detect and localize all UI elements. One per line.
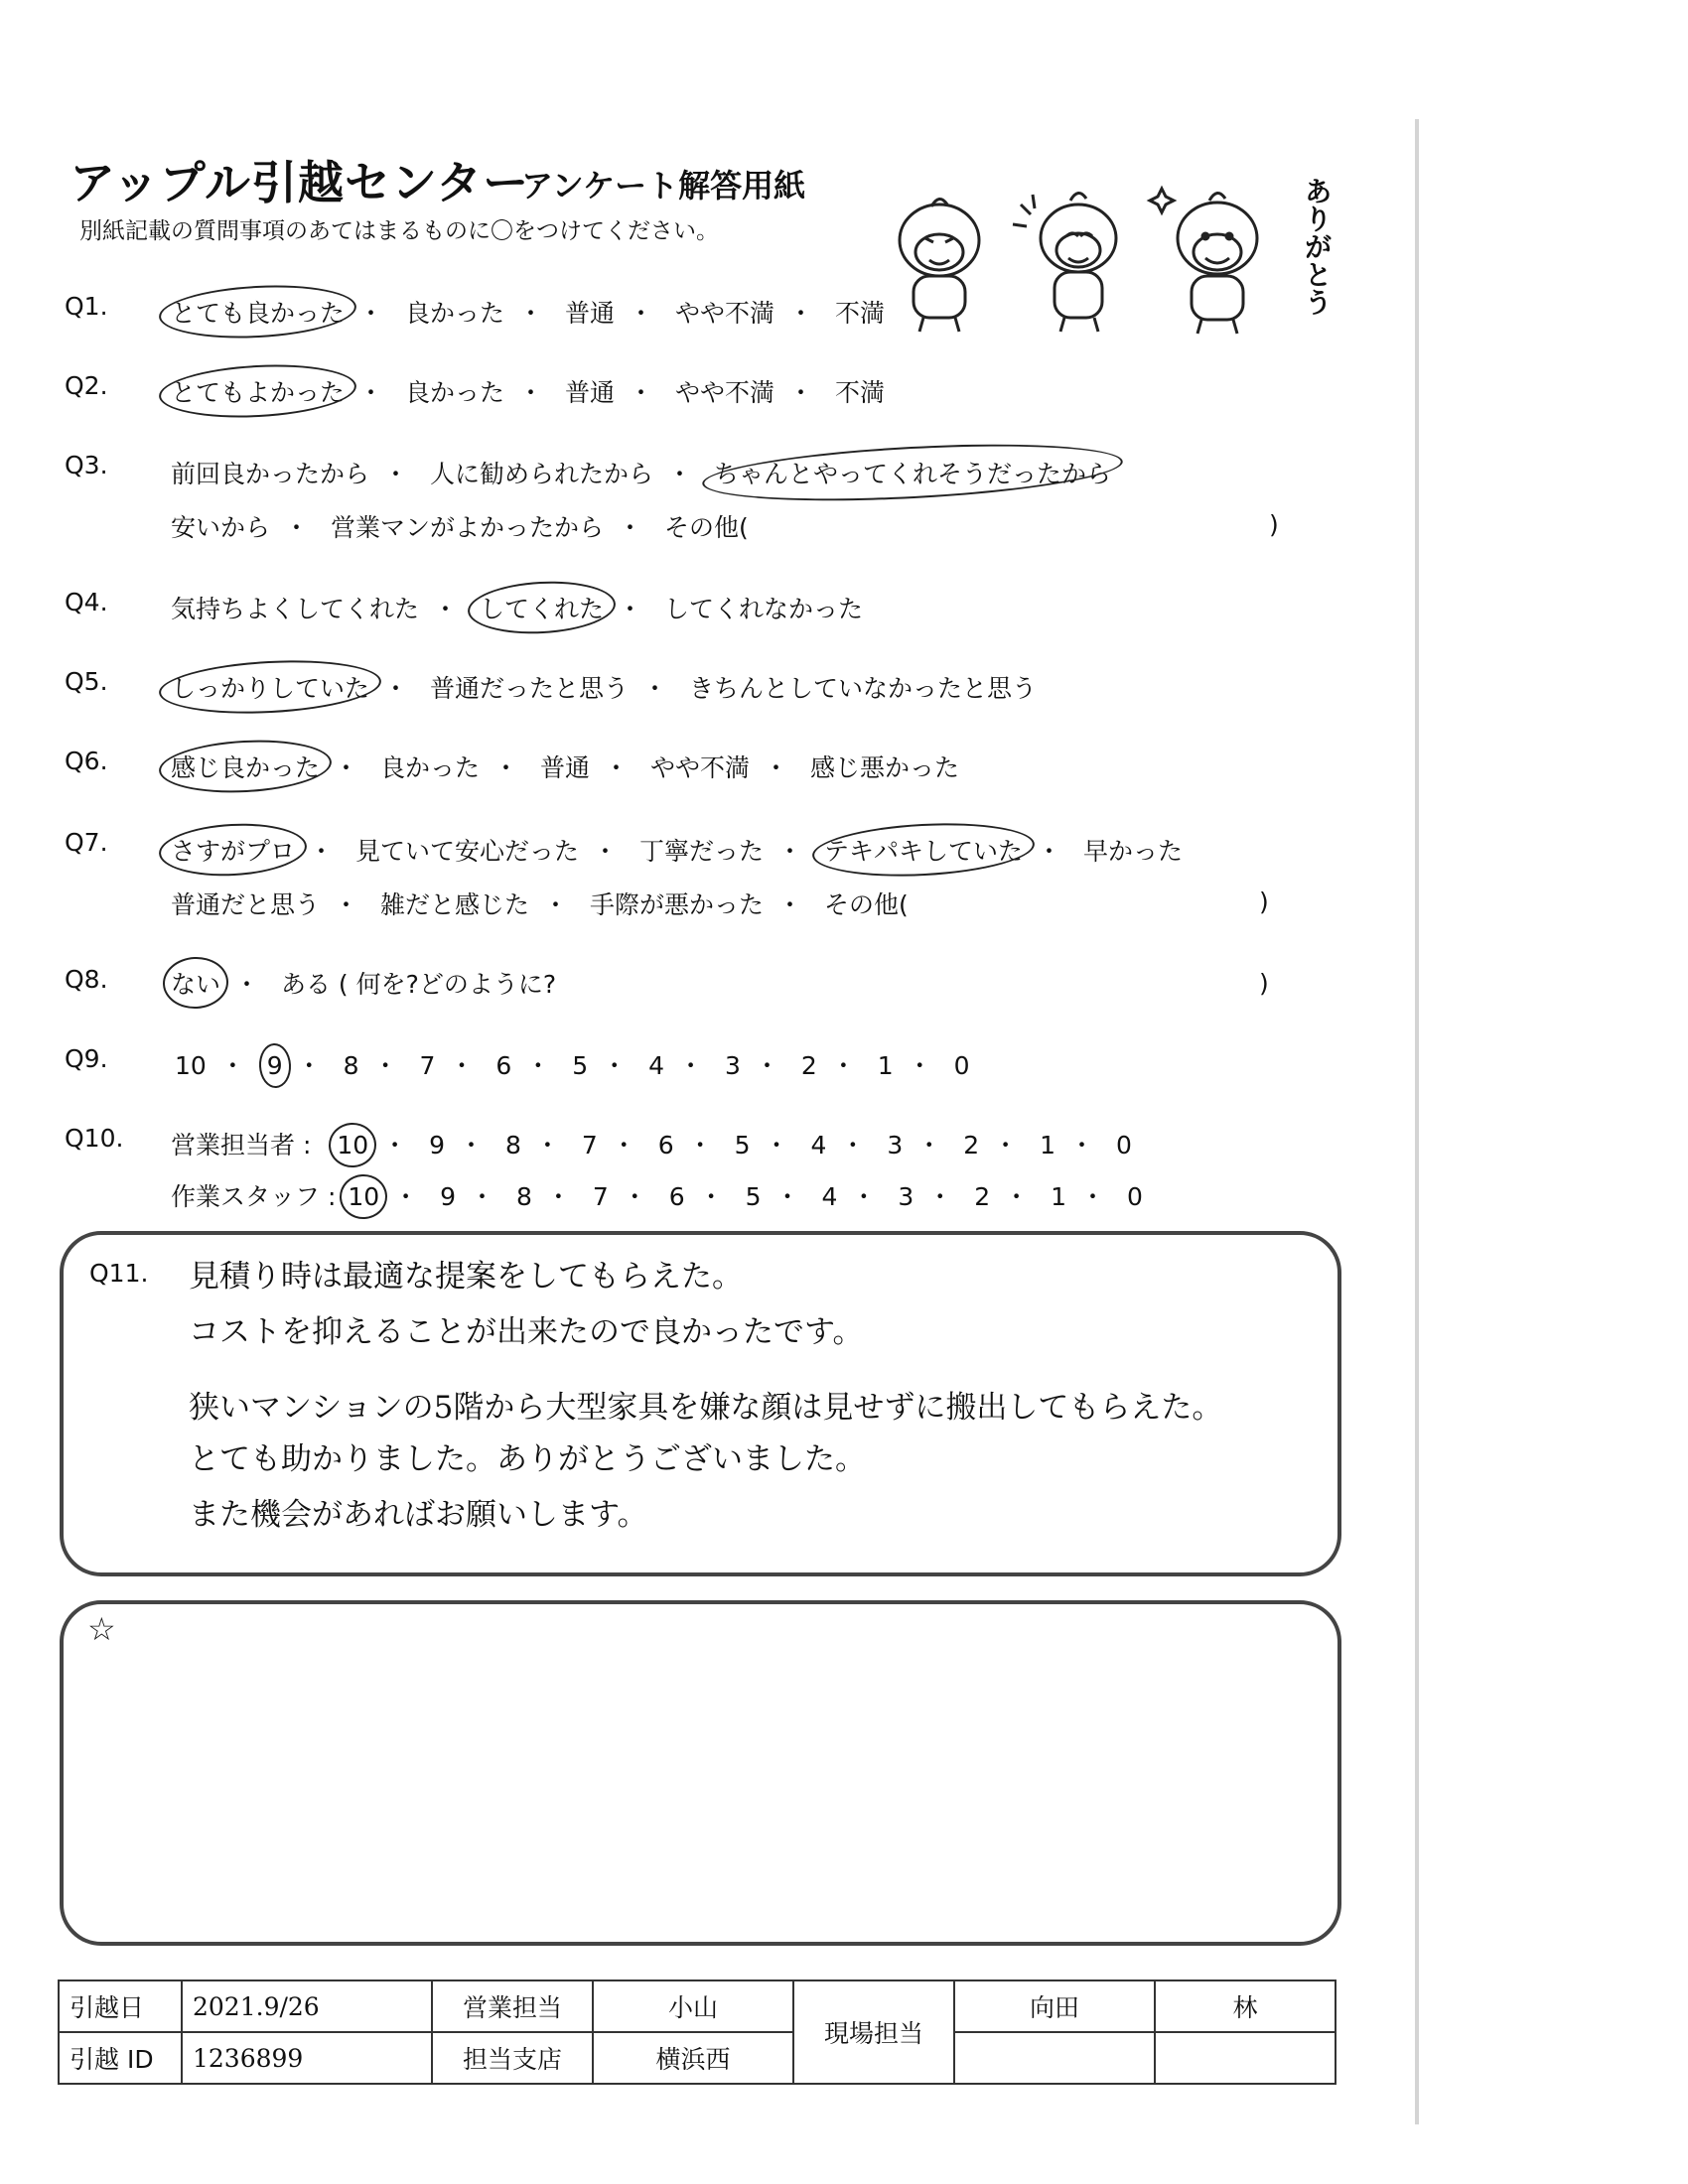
q3-options-line2: 安いから ・ 営業マンがよかったから ・ その他( [171, 513, 749, 542]
q11-handwritten-line: また機会があればお願いします。 [189, 1497, 648, 1533]
q4-option[interactable]: 気持ちよくしてくれた [171, 595, 420, 623]
site-staff-1[interactable]: 向田 [954, 1980, 1155, 2032]
q10-sales-score[interactable]: 0 [1115, 1131, 1132, 1160]
q2-label: Q2. [65, 371, 108, 400]
sales-label: 営業担当 [432, 1980, 593, 2032]
q10-staff-score[interactable]: 7 [592, 1182, 609, 1211]
thanks-caption: ありがとう [1300, 177, 1334, 316]
q2-option[interactable]: 良かった [404, 378, 504, 407]
q2-option[interactable]: 普通 [564, 378, 615, 407]
q11-handwritten-line: とても助かりました。ありがとうございました。 [189, 1441, 866, 1477]
q10-staff-score[interactable]: 1 [1051, 1182, 1067, 1211]
move-id-label: 引越 ID [59, 2032, 182, 2084]
q10-staff-score-circled[interactable]: 10 [348, 1182, 380, 1211]
company-name: アップル引越センター [70, 156, 530, 209]
q10-sales-score[interactable]: 5 [734, 1131, 751, 1160]
q8-label: Q8. [65, 965, 108, 994]
q1-option[interactable]: 普通 [564, 299, 615, 328]
q10-sales-score-circled[interactable]: 10 [337, 1131, 369, 1160]
q8-option[interactable]: ある ( 何を?どのように? [280, 970, 557, 999]
q2-option-circled[interactable]: とてもよかった [171, 373, 345, 409]
q7-options-line2: 普通だと思う ・ 雑だと感じた ・ 手際が悪かった ・ その他( [171, 890, 909, 919]
q7-option[interactable]: 見ていて安心だった [354, 837, 579, 866]
q3-option-circled[interactable]: ちゃんとやってくれそうだったから [714, 455, 1111, 490]
q4-options: 気持ちよくしてくれた ・ してくれた ・ してくれなかった [171, 590, 863, 625]
q10-sales-score[interactable]: 7 [581, 1131, 598, 1160]
q7-option[interactable]: その他( [823, 890, 909, 919]
q10-staff-score[interactable]: 4 [821, 1182, 838, 1211]
q7-option[interactable]: 普通だと思う [171, 890, 321, 919]
q10-staff-row: 作業スタッフ : 10 ・ 9 ・ 8 ・ 7 ・ 6 ・ 5 ・ 4 ・ 3 ・ 2 ・ 1 ・ 0 [171, 1182, 1143, 1211]
footer-info-table [58, 1979, 1336, 2085]
q1-option[interactable]: 不満 [834, 299, 885, 328]
instruction-text: 別紙記載の質問事項のあてはまるものに〇をつけてください。 [79, 218, 719, 244]
q7-close-paren: ) [1259, 887, 1269, 916]
q10-sales-row: 営業担当者 : 10 ・ 9 ・ 8 ・ 7 ・ 6 ・ 5 ・ 4 ・ 3 ・ 2 ・ 1 ・ 0 [171, 1131, 1132, 1160]
q7-option-circled[interactable]: さすがプロ [171, 832, 295, 868]
star-icon: ☆ [87, 1610, 116, 1648]
q3-options-line1: 前回良かったから ・ 人に勧められたから ・ ちゃんとやってくれそうだったから [171, 455, 1111, 490]
q10-sales-score[interactable]: 4 [810, 1131, 827, 1160]
q10-sales-score[interactable]: 2 [963, 1131, 980, 1160]
q5-option[interactable]: 普通だったと思う [429, 674, 629, 703]
q1-option-circled[interactable]: とても良かった [171, 294, 345, 330]
branch-value[interactable]: 横浜西 [593, 2032, 793, 2084]
q9-score[interactable]: 4 [648, 1051, 665, 1080]
q2-option[interactable]: 不満 [834, 378, 885, 407]
q9-score[interactable]: 8 [343, 1051, 359, 1080]
q10-sales-score[interactable]: 1 [1040, 1131, 1056, 1160]
q10-label: Q10. [65, 1124, 124, 1153]
q8-close-paren: ) [1259, 969, 1269, 998]
q11-handwritten-line: 狭いマンションの5階から大型家具を嫌な顔は見せずに搬出してもらえた。 [189, 1390, 1223, 1426]
q9-score[interactable]: 6 [495, 1051, 512, 1080]
q5-option[interactable]: きちんとしていなかったと思う [688, 674, 1037, 703]
q7-option[interactable]: 丁寧だった [638, 837, 764, 866]
move-date-value[interactable]: 2021.9/26 [182, 1980, 432, 2032]
q3-option[interactable]: 営業マンがよかったから [330, 513, 604, 542]
q7-option-circled[interactable]: テキパキしていた [824, 832, 1023, 868]
q6-options: 感じ良かった ・ 良かった ・ 普通 ・ やや不満 ・ 感じ悪かった [171, 749, 959, 784]
q9-score-circled[interactable]: 9 [266, 1051, 283, 1080]
q6-option[interactable]: やや不満 [649, 753, 750, 782]
sales-value[interactable]: 小山 [593, 1980, 793, 2032]
q6-option[interactable]: 良かった [379, 753, 480, 782]
monkey-mascots-icon [874, 169, 1334, 338]
q10-sales-score[interactable]: 8 [504, 1131, 521, 1160]
branch-label: 担当支店 [432, 2032, 593, 2084]
q10-sales-score[interactable]: 9 [429, 1131, 446, 1160]
site-staff-empty-2[interactable] [1155, 2032, 1336, 2084]
q7-option[interactable]: 雑だと感じた [379, 890, 529, 919]
q11-label: Q11. [89, 1259, 149, 1288]
q11-handwritten-line: 見積り時は最適な提案をしてもらえた。 [189, 1259, 743, 1295]
move-id-value[interactable]: 1236899 [182, 2032, 432, 2084]
q6-option[interactable]: 普通 [539, 753, 590, 782]
q9-score[interactable]: 0 [953, 1051, 970, 1080]
q1-option[interactable]: やや不満 [674, 299, 774, 328]
q7-options-line1: さすがプロ ・ 見ていて安心だった ・ 丁寧だった ・ テキパキしていた ・ 早かった [171, 832, 1183, 868]
q5-options: しっかりしていた ・ 普通だったと思う ・ きちんとしていなかったと思う [171, 669, 1037, 705]
q10-staff-score[interactable]: 3 [898, 1182, 914, 1211]
q10-staff-score[interactable]: 0 [1126, 1182, 1143, 1211]
q4-label: Q4. [65, 588, 108, 616]
q10-staff-score[interactable]: 6 [668, 1182, 685, 1211]
q3-label: Q3. [65, 451, 108, 479]
q11-handwritten-line: コストを抑えることが出来たので良かったです。 [189, 1314, 864, 1350]
q2-option[interactable]: やや不満 [674, 378, 774, 407]
q9-score[interactable]: 10 [175, 1051, 207, 1080]
q7-label: Q7. [65, 828, 108, 857]
q10-staff-score[interactable]: 9 [440, 1182, 457, 1211]
q9-scale: 10 ・ 9 ・ 8 ・ 7 ・ 6 ・ 5 ・ 4 ・ 3 ・ 2 ・ 1 ・ 0 [175, 1051, 970, 1080]
q1-options: とても良かった ・ 良かった ・ 普通 ・ やや不満 ・ 不満 [171, 294, 885, 330]
q9-score[interactable]: 5 [572, 1051, 589, 1080]
site-staff-2[interactable]: 林 [1155, 1980, 1336, 2032]
site-label: 現場担当 [793, 1980, 954, 2084]
q9-score[interactable]: 7 [419, 1051, 436, 1080]
scan-edge-line [1415, 119, 1419, 2124]
q3-option[interactable]: その他( [663, 513, 749, 542]
q3-option[interactable]: 前回良かったから [171, 460, 370, 488]
comment-box[interactable] [60, 1600, 1341, 1946]
q1-option[interactable]: 良かった [404, 299, 504, 328]
q7-option[interactable]: 手際が悪かった [589, 890, 764, 919]
q5-label: Q5. [65, 667, 108, 696]
q8-options: ない ・ ある ( 何を?どのように? [171, 965, 556, 1001]
q9-score[interactable]: 1 [877, 1051, 894, 1080]
move-date-label: 引越日 [59, 1980, 182, 2032]
q6-option[interactable]: 感じ悪かった [809, 753, 959, 782]
q5-option-circled[interactable]: しっかりしていた [171, 669, 369, 705]
q3-close-paren: ) [1269, 510, 1279, 539]
q3-option[interactable]: 人に勧められたから [429, 460, 653, 488]
q10-sales-score[interactable]: 3 [887, 1131, 904, 1160]
q6-label: Q6. [65, 747, 108, 775]
q8-option-circled[interactable]: ない [171, 965, 220, 1001]
q9-score[interactable]: 2 [800, 1051, 817, 1080]
q6-option-circled[interactable]: 感じ良かった [171, 749, 320, 784]
q9-score[interactable]: 3 [725, 1051, 741, 1080]
q10-sales-label: 営業担当者 : [171, 1131, 312, 1160]
q7-option[interactable]: 早かった [1082, 837, 1183, 866]
q10-staff-label: 作業スタッフ : [171, 1182, 337, 1211]
q4-option-circled[interactable]: してくれた [480, 590, 604, 625]
q10-sales-score[interactable]: 6 [657, 1131, 674, 1160]
site-staff-empty-1[interactable] [954, 2032, 1155, 2084]
q3-option[interactable]: 安いから [171, 513, 271, 542]
q4-option[interactable]: してくれなかった [663, 595, 863, 623]
q2-options: とてもよかった ・ 良かった ・ 普通 ・ やや不満 ・ 不満 [171, 373, 885, 409]
form-title: アンケート解答用紙 [521, 167, 806, 205]
q10-staff-score[interactable]: 8 [515, 1182, 532, 1211]
q9-label: Q9. [65, 1044, 108, 1073]
q10-staff-score[interactable]: 5 [745, 1182, 762, 1211]
q1-label: Q1. [65, 292, 108, 321]
q10-staff-score[interactable]: 2 [974, 1182, 991, 1211]
